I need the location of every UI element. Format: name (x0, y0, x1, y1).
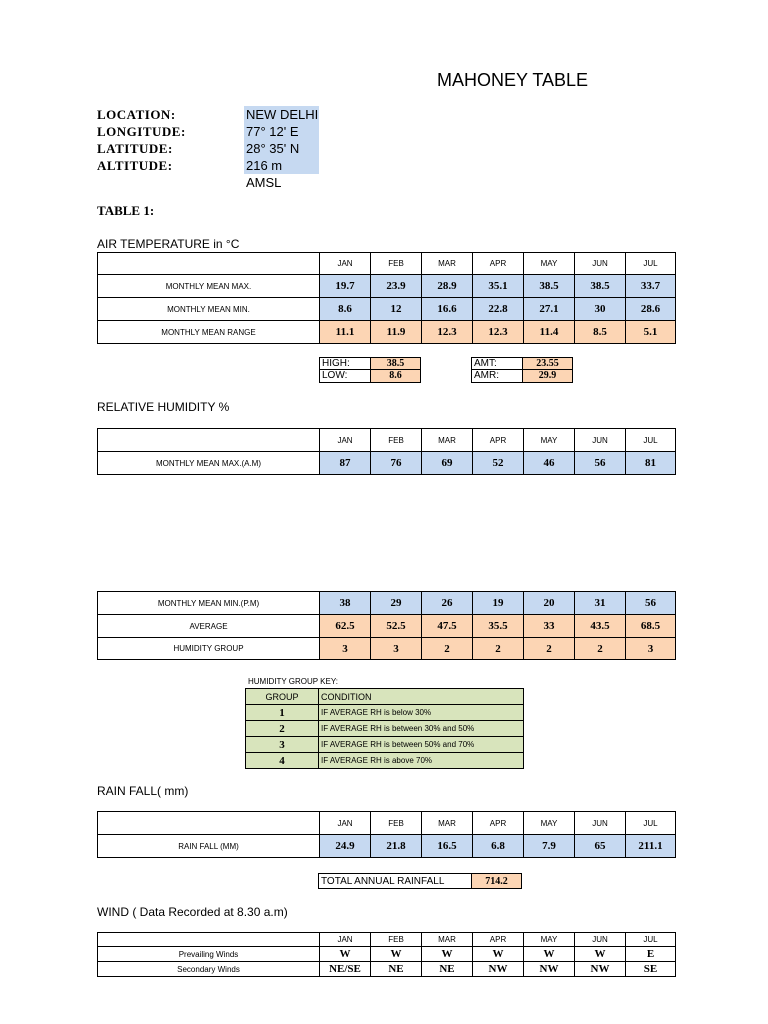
table-cell: E (626, 947, 676, 962)
key-group: 4 (246, 753, 319, 769)
table-row (98, 592, 676, 615)
table-row (98, 638, 676, 660)
key-condition: IF AVERAGE RH is above 70% (319, 753, 524, 769)
table-cell: 56 (575, 452, 626, 475)
table-cell: 12 (371, 298, 422, 321)
table-cell: 29 (371, 592, 422, 615)
key-group: 2 (246, 721, 319, 737)
month-header: MAR (422, 253, 473, 275)
table-cell: 2 (422, 638, 473, 660)
month-header: FEB (371, 429, 422, 452)
table-cell: 5.1 (626, 321, 676, 344)
humidity-key-title: HUMIDITY GROUP KEY: (248, 677, 338, 686)
table-cell: 46 (524, 452, 575, 475)
row-label: MONTHLY MEAN MIN.(P.M) (98, 592, 320, 615)
table-cell: 26 (422, 592, 473, 615)
table-cell: 16.6 (422, 298, 473, 321)
humidity-table-bottom (97, 591, 676, 660)
month-header: MAR (422, 812, 473, 835)
month-header: MAY (524, 429, 575, 452)
month-header: JUL (626, 253, 676, 275)
month-header: JUN (575, 429, 626, 452)
table-cell: 19.7 (320, 275, 371, 298)
month-header: MAR (422, 933, 473, 947)
table-cell: 87 (320, 452, 371, 475)
table-cell: 33 (524, 615, 575, 638)
table-cell: NW (524, 962, 575, 977)
table-cell: 69 (422, 452, 473, 475)
longitude-value: 77° 12' E (244, 123, 319, 140)
list-item (246, 721, 524, 737)
table-cell: 2 (473, 638, 524, 660)
altitude-label: ALTITUDE: (97, 158, 173, 173)
table-cell: 33.7 (626, 275, 676, 298)
air-temp-table (97, 252, 676, 344)
table-cell: 11.4 (524, 321, 575, 344)
table-cell: W (320, 947, 371, 962)
air-temp-heading: AIR TEMPERATURE in °C (97, 237, 240, 251)
longitude-label: LONGITUDE: (97, 124, 186, 139)
amr-label: AMR: (471, 370, 523, 383)
humidity-key-table (245, 688, 524, 769)
latitude-value: 28° 35' N (244, 140, 319, 157)
month-header: APR (473, 812, 524, 835)
table-cell: W (422, 947, 473, 962)
table-cell: NE (371, 962, 422, 977)
table-cell: 28.6 (626, 298, 676, 321)
total-rainfall-value: 714.2 (471, 873, 522, 889)
key-condition: IF AVERAGE RH is below 30% (319, 705, 524, 721)
header-blank (98, 253, 320, 275)
table-cell: 38.5 (575, 275, 626, 298)
rainfall-table (97, 811, 676, 858)
low-value: 8.6 (370, 370, 421, 383)
table-cell: 28.9 (422, 275, 473, 298)
table-cell: 211.1 (626, 835, 676, 858)
table-row (98, 321, 676, 344)
header-blank (98, 933, 320, 947)
table-cell: NW (473, 962, 524, 977)
key-group: 1 (246, 705, 319, 721)
table-cell: 8.5 (575, 321, 626, 344)
table-cell: 35.5 (473, 615, 524, 638)
header-blank (98, 429, 320, 452)
month-header: APR (473, 933, 524, 947)
table1-label: TABLE 1: (97, 203, 155, 218)
table-cell: 76 (371, 452, 422, 475)
table-cell: 16.5 (422, 835, 473, 858)
month-header: JAN (320, 253, 371, 275)
table-cell: 30 (575, 298, 626, 321)
table-cell: W (524, 947, 575, 962)
month-header: JUN (575, 933, 626, 947)
row-label: RAIN FALL (MM) (98, 835, 320, 858)
header-blank (98, 812, 320, 835)
table-cell: NW (575, 962, 626, 977)
table-cell: 65 (575, 835, 626, 858)
row-label: HUMIDITY GROUP (98, 638, 320, 660)
table-cell: 3 (320, 638, 371, 660)
table-cell: 7.9 (524, 835, 575, 858)
month-header: JUN (575, 812, 626, 835)
row-label: MONTHLY MEAN MIN. (98, 298, 320, 321)
month-header: FEB (371, 812, 422, 835)
row-label: AVERAGE (98, 615, 320, 638)
humidity-header-row (98, 429, 676, 452)
table-cell: 62.5 (320, 615, 371, 638)
table-row (98, 615, 676, 638)
row-label: Secondary Winds (98, 962, 320, 977)
humidity-heading: RELATIVE HUMIDITY % (97, 400, 230, 414)
table-cell: NE/SE (320, 962, 371, 977)
amt-label: AMT: (471, 357, 523, 370)
month-header: JUL (626, 933, 676, 947)
table-cell: 21.8 (371, 835, 422, 858)
rainfall-heading: RAIN FALL( mm) (97, 784, 189, 798)
table-cell: 38.5 (524, 275, 575, 298)
wind-header-row (98, 933, 676, 947)
month-header: MAR (422, 429, 473, 452)
humidity-table-top (97, 428, 676, 475)
table-cell: 11.1 (320, 321, 371, 344)
table-cell: 24.9 (320, 835, 371, 858)
month-header: JAN (320, 812, 371, 835)
air-temp-header-row (98, 253, 676, 275)
table-cell: 52.5 (371, 615, 422, 638)
amr-value: 29.9 (522, 370, 573, 383)
amt-value: 23.55 (522, 357, 573, 370)
table-cell: 38 (320, 592, 371, 615)
month-header: APR (473, 429, 524, 452)
table-row (98, 452, 676, 475)
table-cell: 27.1 (524, 298, 575, 321)
month-header: FEB (371, 253, 422, 275)
list-item (246, 753, 524, 769)
high-value: 38.5 (370, 357, 421, 370)
table-row (98, 962, 676, 977)
table-cell: 47.5 (422, 615, 473, 638)
row-label: MONTHLY MEAN MAX. (98, 275, 320, 298)
table-cell: 52 (473, 452, 524, 475)
table-cell: 2 (575, 638, 626, 660)
row-label: MONTHLY MEAN MAX.(A.M) (98, 452, 320, 475)
table-cell: NE (422, 962, 473, 977)
total-rainfall-label: TOTAL ANNUAL RAINFALL (318, 873, 472, 889)
table-cell: 22.8 (473, 298, 524, 321)
table-cell: 12.3 (422, 321, 473, 344)
low-label: LOW: (319, 370, 371, 383)
high-label: HIGH: (319, 357, 371, 370)
month-header: MAY (524, 812, 575, 835)
table-cell: 8.6 (320, 298, 371, 321)
month-header: JAN (320, 933, 371, 947)
rainfall-header-row (98, 812, 676, 835)
table-cell: 3 (371, 638, 422, 660)
table-cell: 81 (626, 452, 676, 475)
month-header: JUL (626, 429, 676, 452)
month-header: MAY (524, 933, 575, 947)
latitude-label: LATITUDE: (97, 141, 173, 156)
table-cell: W (575, 947, 626, 962)
table-cell: 11.9 (371, 321, 422, 344)
table-cell: 12.3 (473, 321, 524, 344)
table-cell: SE (626, 962, 676, 977)
wind-table (97, 932, 676, 977)
table-cell: 35.1 (473, 275, 524, 298)
table-row (98, 835, 676, 858)
list-item (246, 737, 524, 753)
key-group: 3 (246, 737, 319, 753)
key-header-group: GROUP (246, 689, 319, 705)
table-cell: 20 (524, 592, 575, 615)
row-label: MONTHLY MEAN RANGE (98, 321, 320, 344)
table-cell: 3 (626, 638, 676, 660)
table-cell: 31 (575, 592, 626, 615)
table-cell: 43.5 (575, 615, 626, 638)
table-cell: 68.5 (626, 615, 676, 638)
list-item (246, 705, 524, 721)
table-row (98, 947, 676, 962)
table-cell: 2 (524, 638, 575, 660)
table-cell: 23.9 (371, 275, 422, 298)
key-condition: IF AVERAGE RH is between 50% and 70% (319, 737, 524, 753)
table-cell: 56 (626, 592, 676, 615)
table-row (98, 275, 676, 298)
month-header: APR (473, 253, 524, 275)
table-cell: 19 (473, 592, 524, 615)
wind-heading: WIND ( Data Recorded at 8.30 a.m) (97, 905, 288, 919)
location-value: NEW DELHI (246, 107, 319, 122)
key-condition: IF AVERAGE RH is between 30% and 50% (319, 721, 524, 737)
month-header: JUL (626, 812, 676, 835)
page-title: MAHONEY TABLE (436, 70, 589, 90)
month-header: JAN (320, 429, 371, 452)
row-label: Prevailing Winds (98, 947, 320, 962)
month-header: FEB (371, 933, 422, 947)
month-header: JUN (575, 253, 626, 275)
table-cell: W (473, 947, 524, 962)
table-row (98, 298, 676, 321)
location-label: LOCATION: (97, 107, 176, 122)
month-header: MAY (524, 253, 575, 275)
table-cell: 6.8 (473, 835, 524, 858)
table-cell: W (371, 947, 422, 962)
key-header-condition: CONDITION (319, 689, 524, 705)
altitude-value: 216 m AMSL (244, 157, 319, 174)
